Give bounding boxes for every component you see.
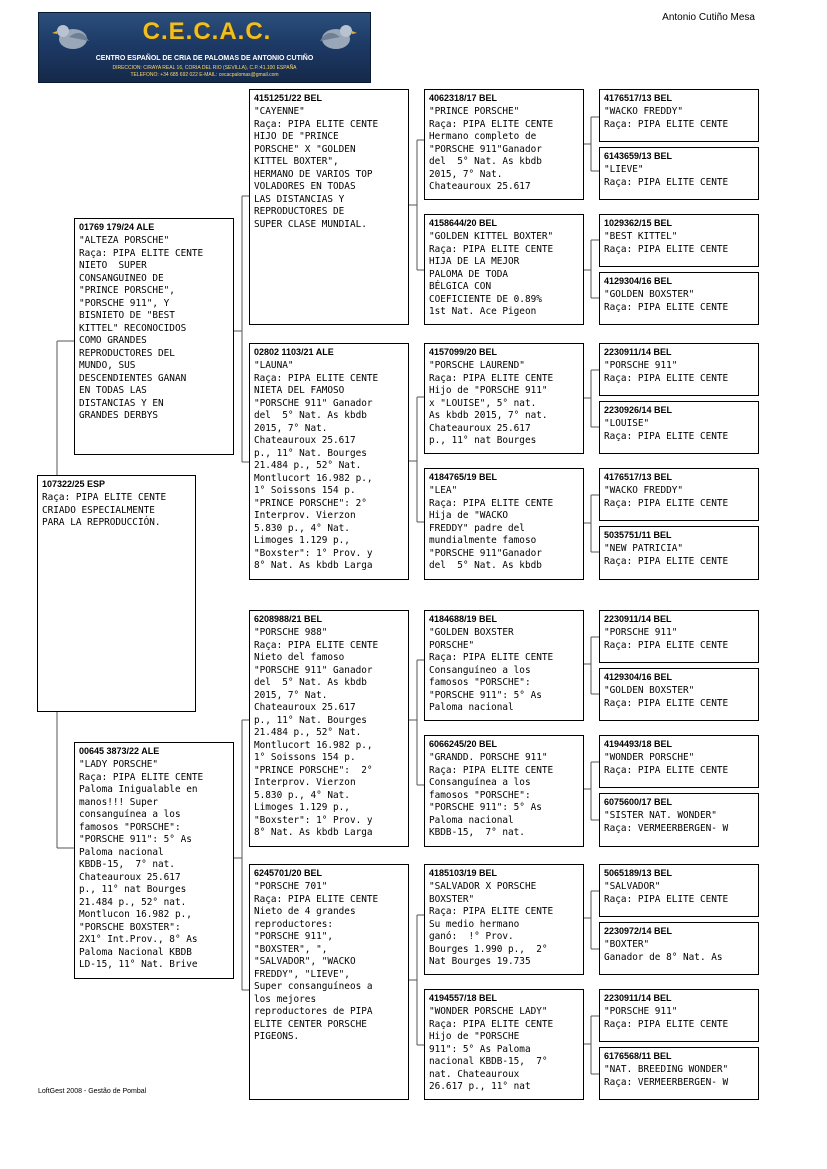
ring-number: 4194557/18 BEL xyxy=(429,993,498,1003)
ring-number: 6143659/13 BEL xyxy=(604,151,673,161)
ring-number: 6075600/17 BEL xyxy=(604,797,673,807)
ring-number: 1029362/15 BEL xyxy=(604,218,673,228)
pigeon-description: "BEST KITTEL" Raça: PIPA ELITE CENTE xyxy=(604,231,729,255)
pigeon-description: "GRANDD. PORSCHE 911" Raça: PIPA ELITE CENTE Consanguínea a los famosos "PORSCHE": "PORSCHE 911": 5° As Paloma nacional KBDB-15, 7° nat. xyxy=(429,752,554,838)
g5-card xyxy=(599,468,759,521)
sire-dam-card xyxy=(249,343,409,580)
ddd-card xyxy=(424,989,584,1100)
pigeon-description: "PORSCHE 911" Raça: PIPA ELITE CENTE xyxy=(604,627,729,651)
pigeon-description: "LIEVE" Raça: PIPA ELITE CENTE xyxy=(604,164,729,188)
pigeon-description: "CAYENNE" Raça: PIPA ELITE CENTE HIJO DE "PRINCE PORSCHE" X "GOLDEN KITTEL BOXTER", HERMANO DE VARIOS TOP VOLADORES EN TODAS LAS DISTANCIAS Y REPRODUCTORES DE SUPER CLASE MUNDIAL. xyxy=(254,106,379,230)
pigeon-description: "LADY PORSCHE" Raça: PIPA ELITE CENTE Paloma Inigualable en manos!!! Super consanguínea a los famosos "PORSCHE": "PORSCHE 911": 5° As Paloma nacional KBDB-15, 7° nat. Chateauroux 25.617 p., 11° nat Bourges 21.484 p., 52° nat. Montlucon 16.982 p., "PORSCHE BOXSTER": 2X1° Int.Prov., 8° As Paloma Nacional KBDB LD-15, 11° Nat. Brive xyxy=(79,759,204,970)
g5-card xyxy=(599,793,759,847)
g5-card xyxy=(599,864,759,917)
ring-number: 4062318/17 BEL xyxy=(429,93,498,103)
dam-card xyxy=(74,742,234,979)
g5-card xyxy=(599,922,759,975)
g5-card xyxy=(599,610,759,663)
logo-title: C.E.C.A.C. xyxy=(142,18,272,45)
pigeon-description: "LOUISE" Raça: PIPA ELITE CENTE xyxy=(604,418,729,442)
dss-card xyxy=(424,610,584,721)
pigeon-description: "NAT. BREEDING WONDER" Raça: VERMEERBERGEN- W xyxy=(604,1064,729,1088)
ring-number: 4157099/20 BEL xyxy=(429,347,498,357)
ring-number: 2230911/14 BEL xyxy=(604,993,672,1003)
ring-number: 2230926/14 BEL xyxy=(604,405,673,415)
ring-number: 4194493/18 BEL xyxy=(604,739,673,749)
sds-card xyxy=(424,343,584,454)
pigeon-description: "SISTER NAT. WONDER" Raça: VERMEERBERGEN- W xyxy=(604,810,729,834)
pigeon-description: "GOLDEN BOXSTER" Raça: PIPA ELITE CENTE xyxy=(604,685,729,709)
g5-card xyxy=(599,401,759,454)
g5-card xyxy=(599,343,759,396)
pigeon-description: "GOLDEN BOXSTER" Raça: PIPA ELITE CENTE xyxy=(604,289,729,313)
ring-number: 00645 3873/22 ALE xyxy=(79,746,160,756)
pigeon-description: Raça: PIPA ELITE CENTE CRIADO ESPECIALMENTE PARA LA REPRODUCCIÓN. xyxy=(42,492,167,528)
sss-card xyxy=(424,89,584,200)
ring-number: 5035751/11 BEL xyxy=(604,530,672,540)
pigeon-description: "WONDER PORSCHE" Raça: PIPA ELITE CENTE xyxy=(604,752,729,776)
pigeon-description: "PORSCHE LAUREND" Raça: PIPA ELITE CENTE Hijo de "PORSCHE 911" x "LOUISE", 5° nat. As kbdb 2015, 7° nat. Chateauroux 25.617 p., 11° nat Bourges xyxy=(429,360,554,446)
pigeon-description: "WONDER PORSCHE LADY" Raça: PIPA ELITE CENTE Hijo de "PORSCHE 911": 5° As Paloma nacional KBDB-15, 7° nat. Chateauroux 26.617 p., 11° nat xyxy=(429,1006,554,1092)
dds-card xyxy=(424,864,584,975)
g5-card xyxy=(599,735,759,788)
ring-number: 4129304/16 BEL xyxy=(604,276,673,286)
pigeon-description: "GOLDEN BOXSTER PORSCHE" Raça: PIPA ELITE CENTE Consanguíneo a los famosos "PORSCHE": "PORSCHE 911": 5° As Paloma nacional xyxy=(429,627,554,713)
pigeon-description: "SALVADOR X PORSCHE BOXSTER" Raça: PIPA ELITE CENTE Su medio hermano ganó: !° Prov. Bourges 1.990 p., 2° Nat Bourges 19.735 xyxy=(429,881,554,967)
footer-credit: LoftGest 2008 - Gestão de Pombal xyxy=(38,1088,147,1095)
g5-card xyxy=(599,147,759,200)
ring-number: 5065189/13 BEL xyxy=(604,868,673,878)
pigeon-description: "PORSCHE 701" Raça: PIPA ELITE CENTE Nieto de 4 grandes reproductores: "PORSCHE 911", "BOXSTER", ", "SALVADOR", "WACKO FREDDY", "LIEVE", Super consanguíneos a los mejores reproductores de PIPA ELITE CENTER PORSCHE PIGEONS. xyxy=(254,881,379,1042)
sdd-card xyxy=(424,468,584,580)
pigeon-description: "LAUNA" Raça: PIPA ELITE CENTE NIETA DEL FAMOSO "PORSCHE 911" Ganador del 5° Nat. As kbdb 2015, 7° Nat. Chateauroux 25.617 p., 11° Nat. Bourges 21.484 p., 52° Nat. Montlucort 16.982 p., 1° Soissons 154 p. "PRINCE PORSCHE": 2° Interprov. Vierzon 5.830 p., 4° Nat. Limoges 1.129 p., "Boxster": 1° Prov. y 8° Nat. As kbdb Larga xyxy=(254,360,379,571)
pigeon-description: "ALTEZA PORSCHE" Raça: PIPA ELITE CENTE NIETO SUPER CONSANGUINEO DE "PRINCE PORSCHE", "PORSCHE 911", Y BISNIETO DE "BEST KITTEL" RECONOCIDOS COMO GRANDES REPRODUCTORES DEL MUNDO, SUS DESCENDIENTES GANAN EN TODAS LAS DISTANCIAS Y EN GRANDES DERBYS xyxy=(79,235,204,421)
pigeon-description: "PORSCHE 911" Raça: PIPA ELITE CENTE xyxy=(604,360,729,384)
logo-phone: TELEFONO: +34 685 692 022 E-MAIL: cecacpalomas@gmail.com xyxy=(130,72,279,78)
ring-number: 4184765/19 BEL xyxy=(429,472,498,482)
subject-card xyxy=(37,475,196,712)
ring-number: 2230911/14 BEL xyxy=(604,614,672,624)
g5-card xyxy=(599,668,759,721)
pigeon-description: "SALVADOR" Raça: PIPA ELITE CENTE xyxy=(604,881,729,905)
logo-address: DIRECCION: C/RAYA REAL 16, CORIA DEL RIO (SEVILLA), C.P.:41.100 ESPAÑA xyxy=(112,65,297,71)
ring-number: 4151251/22 BEL xyxy=(254,93,323,103)
ring-number: 4158644/20 BEL xyxy=(429,218,498,228)
ring-number: 4176517/13 BEL xyxy=(604,472,673,482)
pigeon-description: "BOXTER" Ganador de 8° Nat. As xyxy=(604,939,723,963)
dsd-card xyxy=(424,735,584,847)
pigeon-description: "PORSCHE 911" Raça: PIPA ELITE CENTE xyxy=(604,1006,729,1030)
g5-card xyxy=(599,1047,759,1100)
ring-number: 4129304/16 BEL xyxy=(604,672,673,682)
logo-subtitle: CENTRO ESPAÑOL DE CRIA DE PALOMAS DE ANTONIO CUTIÑO xyxy=(95,55,314,62)
ring-number: 6176568/11 BEL xyxy=(604,1051,672,1061)
ring-number: 02802 1103/21 ALE xyxy=(254,347,334,357)
owner-name: Antonio Cutiño Mesa xyxy=(662,12,755,23)
sire-sire-card xyxy=(249,89,409,325)
ssd-card xyxy=(424,214,584,325)
g5-card xyxy=(599,989,759,1042)
g5-card xyxy=(599,89,759,142)
dam-sire-card xyxy=(249,610,409,847)
ring-number: 4185103/19 BEL xyxy=(429,868,498,878)
g5-card xyxy=(599,272,759,325)
ring-number: 2230911/14 BEL xyxy=(604,347,672,357)
sire-card xyxy=(74,218,234,455)
pigeon-description: "NEW PATRICIA" Raça: PIPA ELITE CENTE xyxy=(604,543,729,567)
g5-card xyxy=(599,214,759,267)
pigeon-description: "LEA" Raça: PIPA ELITE CENTE Hija de "WACKO FREDDY" padre del mundialmente famoso "PORSCHE 911"Ganador del 5° Nat. As kbdb xyxy=(429,485,554,571)
ring-number: 107322/25 ESP xyxy=(42,479,106,489)
pigeon-description: "WACKO FREDDY" Raça: PIPA ELITE CENTE xyxy=(604,485,729,509)
dam-dam-card xyxy=(249,864,409,1100)
ring-number: 4184688/19 BEL xyxy=(429,614,498,624)
ring-number: 4176517/13 BEL xyxy=(604,93,673,103)
g5-card xyxy=(599,526,759,580)
pigeon-description: "PRINCE PORSCHE" Raça: PIPA ELITE CENTE Hermano completo de "PORSCHE 911"Ganador del 5° Nat. As kbdb 2015, 7° Nat. Chateauroux 25.617 xyxy=(429,106,554,192)
pigeon-description: "GOLDEN KITTEL BOXTER" Raça: PIPA ELITE CENTE HIJA DE LA MEJOR PALOMA DE TODA BÉLGICA CON COEFICIENTE DE 0.89% 1st Nat. Ace Pigeon xyxy=(429,231,554,317)
pigeon-description: "PORSCHE 988" Raça: PIPA ELITE CENTE Nieto del famoso "PORSCHE 911" Ganador del 5° Nat. As kbdb 2015, 7° Nat. Chateauroux 25.617 p., 11° Nat. Bourges 21.484 p., 52° Nat. Montlucort 16.982 p., 1° Soissons 154 p. "PRINCE PORSCHE": 2° Interprov. Vierzon 5.830 p., 4° Nat. Limoges 1.129 p., "Boxster": 1° Prov. y 8° Nat. As kbdb Larga xyxy=(254,627,379,838)
ring-number: 6208988/21 BEL xyxy=(254,614,323,624)
ring-number: 2230972/14 BEL xyxy=(604,926,673,936)
ring-number: 6245701/20 BEL xyxy=(254,868,323,878)
ring-number: 01769 179/24 ALE xyxy=(79,222,155,232)
pigeon-description: "WACKO FREDDY" Raça: PIPA ELITE CENTE xyxy=(604,106,729,130)
ring-number: 6066245/20 BEL xyxy=(429,739,498,749)
